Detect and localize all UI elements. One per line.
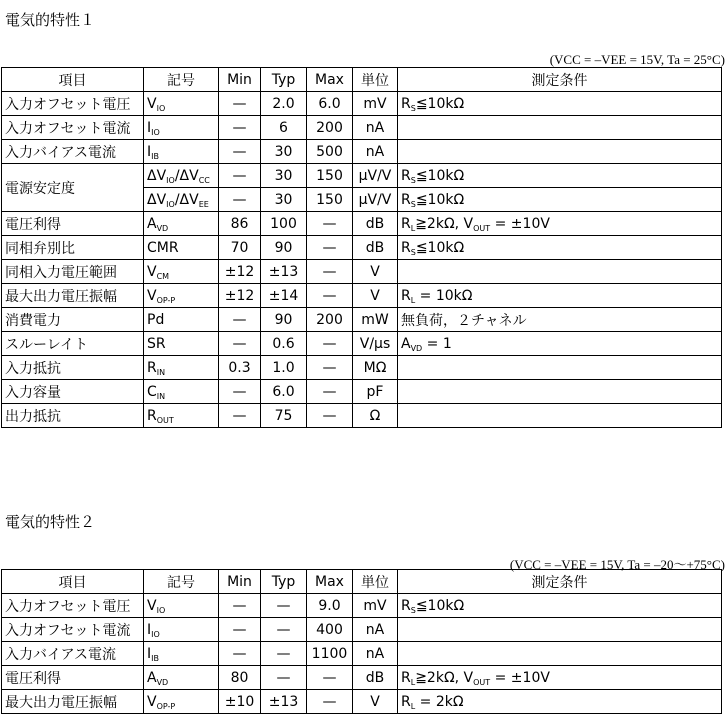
column-header: 項目 bbox=[2, 68, 144, 92]
unit-cell: V bbox=[353, 690, 398, 714]
condition-cell bbox=[398, 642, 722, 666]
item-cell: 入力オフセット電流 bbox=[2, 618, 144, 642]
item-cell: 入力バイアス電流 bbox=[2, 642, 144, 666]
condition-cell: 無負荷，２チャネル bbox=[398, 308, 722, 332]
max-cell: 1100 bbox=[307, 642, 353, 666]
column-header: 単位 bbox=[353, 68, 398, 92]
column-header: 項目 bbox=[2, 570, 144, 594]
table-row bbox=[2, 690, 722, 714]
min-cell: — bbox=[219, 380, 261, 404]
typ-cell: — bbox=[261, 618, 307, 642]
typ-cell: 0.6 bbox=[261, 332, 307, 356]
symbol-cell: $R_{OUT}$ bbox=[144, 404, 219, 428]
unit-cell: mW bbox=[353, 308, 398, 332]
max-cell: 150 bbox=[307, 188, 353, 212]
column-header: 単位 bbox=[353, 570, 398, 594]
column-header: 記号 bbox=[144, 570, 219, 594]
symbol-cell: $V_{OP-P}$ bbox=[144, 284, 219, 308]
table-row bbox=[2, 236, 722, 260]
column-header: 記号 bbox=[144, 68, 219, 92]
symbol-cell: $C_{IN}$ bbox=[144, 380, 219, 404]
section1-conditions: (VCC = –VEE = 15V, Ta = 25°C) bbox=[549, 52, 725, 67]
header-row bbox=[2, 68, 722, 92]
item-cell: 同相弁別比 bbox=[2, 236, 144, 260]
typ-cell: — bbox=[261, 594, 307, 618]
condition-cell: $A_{VD} = 1$ bbox=[398, 332, 722, 356]
typ-cell: ±14 bbox=[261, 284, 307, 308]
typ-cell: 30 bbox=[261, 188, 307, 212]
table-row bbox=[2, 618, 722, 642]
item-cell: 電圧利得 bbox=[2, 212, 144, 236]
typ-cell: 90 bbox=[261, 236, 307, 260]
symbol-cell: $\Delta V_{IO}/\Delta V_{CC}$ bbox=[144, 164, 219, 188]
item-cell: 最大出力電圧振幅 bbox=[2, 284, 144, 308]
item-cell: 入力バイアス電流 bbox=[2, 140, 144, 164]
min-cell: — bbox=[219, 116, 261, 140]
min-cell: — bbox=[219, 404, 261, 428]
typ-cell: ±13 bbox=[261, 690, 307, 714]
typ-cell: 6.0 bbox=[261, 380, 307, 404]
item-cell: スルーレイト bbox=[2, 332, 144, 356]
header-row bbox=[2, 570, 722, 594]
table-row bbox=[2, 92, 722, 116]
min-cell: — bbox=[219, 92, 261, 116]
condition-cell: $R_S≦10k\Omega$ bbox=[398, 236, 722, 260]
condition-cell: $R_S≦10k\Omega$ bbox=[398, 188, 722, 212]
min-cell: ±12 bbox=[219, 284, 261, 308]
typ-cell: — bbox=[261, 666, 307, 690]
symbol-cell: $V_{IO}$ bbox=[144, 92, 219, 116]
condition-cell: $R_L = 2k\Omega$ bbox=[398, 690, 722, 714]
column-header: 測定条件 bbox=[398, 68, 722, 92]
max-cell: — bbox=[307, 380, 353, 404]
column-header: Typ bbox=[261, 570, 307, 594]
max-cell: 200 bbox=[307, 116, 353, 140]
section2-title: 電気的特性２ bbox=[5, 513, 96, 531]
item-cell: 入力抵抗 bbox=[2, 356, 144, 380]
column-header: Min bbox=[219, 570, 261, 594]
unit-cell: mV bbox=[353, 594, 398, 618]
table-row bbox=[2, 594, 722, 618]
min-cell: ±12 bbox=[219, 260, 261, 284]
unit-cell: V bbox=[353, 284, 398, 308]
condition-cell bbox=[398, 260, 722, 284]
typ-cell: 75 bbox=[261, 404, 307, 428]
table-row bbox=[2, 212, 722, 236]
typ-cell: 6 bbox=[261, 116, 307, 140]
max-cell: 6.0 bbox=[307, 92, 353, 116]
min-cell: ±10 bbox=[219, 690, 261, 714]
unit-cell: μV/V bbox=[353, 188, 398, 212]
symbol-cell: $V_{IO}$ bbox=[144, 594, 219, 618]
condition-cell bbox=[398, 140, 722, 164]
table-row bbox=[2, 140, 722, 164]
min-cell: 86 bbox=[219, 212, 261, 236]
max-cell: — bbox=[307, 212, 353, 236]
table-row bbox=[2, 404, 722, 428]
max-cell: — bbox=[307, 260, 353, 284]
min-cell: — bbox=[219, 188, 261, 212]
max-cell: — bbox=[307, 666, 353, 690]
unit-cell: V bbox=[353, 260, 398, 284]
typ-cell: 30 bbox=[261, 140, 307, 164]
column-header: 測定条件 bbox=[398, 570, 722, 594]
min-cell: 80 bbox=[219, 666, 261, 690]
item-cell: 入力オフセット電圧 bbox=[2, 594, 144, 618]
max-cell: 500 bbox=[307, 140, 353, 164]
symbol-cell: $V_{CM}$ bbox=[144, 260, 219, 284]
condition-cell bbox=[398, 356, 722, 380]
condition-cell: $R_L≧2k\Omega$, $V_{OUT} = \pm 10V$ bbox=[398, 666, 722, 690]
max-cell: 200 bbox=[307, 308, 353, 332]
unit-cell: dB bbox=[353, 236, 398, 260]
condition-cell: $R_S≦10k\Omega$ bbox=[398, 92, 722, 116]
max-cell: 150 bbox=[307, 164, 353, 188]
table-row bbox=[2, 332, 722, 356]
table-row bbox=[2, 260, 722, 284]
unit-cell: nA bbox=[353, 618, 398, 642]
min-cell: — bbox=[219, 332, 261, 356]
symbol-cell: $I_{IO}$ bbox=[144, 116, 219, 140]
condition-cell bbox=[398, 380, 722, 404]
max-cell: — bbox=[307, 236, 353, 260]
unit-cell: nA bbox=[353, 140, 398, 164]
condition-cell: $R_S≦10k\Omega$ bbox=[398, 164, 722, 188]
symbol-cell: $\Delta V_{IO}/\Delta V_{EE}$ bbox=[144, 188, 219, 212]
unit-cell: dB bbox=[353, 212, 398, 236]
condition-cell bbox=[398, 404, 722, 428]
symbol-cell: $V_{OP-P}$ bbox=[144, 690, 219, 714]
column-header: Typ bbox=[261, 68, 307, 92]
unit-cell: MΩ bbox=[353, 356, 398, 380]
typ-cell: 90 bbox=[261, 308, 307, 332]
table-row bbox=[2, 284, 722, 308]
typ-cell: 2.0 bbox=[261, 92, 307, 116]
table-row bbox=[2, 116, 722, 140]
unit-cell: dB bbox=[353, 666, 398, 690]
typ-cell: ±13 bbox=[261, 260, 307, 284]
unit-cell: μV/V bbox=[353, 164, 398, 188]
column-header: Max bbox=[307, 68, 353, 92]
min-cell: 0.3 bbox=[219, 356, 261, 380]
table-row bbox=[2, 356, 722, 380]
unit-cell: nA bbox=[353, 116, 398, 140]
min-cell: — bbox=[219, 594, 261, 618]
min-cell: — bbox=[219, 308, 261, 332]
item-cell: 電圧利得 bbox=[2, 666, 144, 690]
symbol-cell: $I_{IB}$ bbox=[144, 642, 219, 666]
symbol-cell: CMR bbox=[144, 236, 219, 260]
symbol-cell: $R_{IN}$ bbox=[144, 356, 219, 380]
spec-table-1 bbox=[1, 67, 722, 428]
item-cell: 入力容量 bbox=[2, 380, 144, 404]
max-cell: 9.0 bbox=[307, 594, 353, 618]
symbol-cell: SR bbox=[144, 332, 219, 356]
symbol-cell: $A_{VD}$ bbox=[144, 666, 219, 690]
column-header: Max bbox=[307, 570, 353, 594]
unit-cell: V/μs bbox=[353, 332, 398, 356]
item-cell: 入力オフセット電圧 bbox=[2, 92, 144, 116]
section1-title: 電気的特性１ bbox=[5, 11, 96, 29]
table-row bbox=[2, 642, 722, 666]
item-cell: 電源安定度 bbox=[2, 164, 144, 212]
symbol-cell: $I_{IB}$ bbox=[144, 140, 219, 164]
symbol-cell: $A_{VD}$ bbox=[144, 212, 219, 236]
max-cell: — bbox=[307, 332, 353, 356]
min-cell: — bbox=[219, 140, 261, 164]
column-header: Min bbox=[219, 68, 261, 92]
table-row bbox=[2, 666, 722, 690]
condition-cell bbox=[398, 618, 722, 642]
item-cell: 最大出力電圧振幅 bbox=[2, 690, 144, 714]
min-cell: — bbox=[219, 642, 261, 666]
spec-table-2 bbox=[1, 569, 722, 714]
min-cell: 70 bbox=[219, 236, 261, 260]
max-cell: — bbox=[307, 356, 353, 380]
unit-cell: pF bbox=[353, 380, 398, 404]
item-cell: 同相入力電圧範囲 bbox=[2, 260, 144, 284]
condition-cell: $R_S≦10k\Omega$ bbox=[398, 594, 722, 618]
max-cell: — bbox=[307, 690, 353, 714]
table-row bbox=[2, 308, 722, 332]
min-cell: — bbox=[219, 618, 261, 642]
item-cell: 消費電力 bbox=[2, 308, 144, 332]
typ-cell: 100 bbox=[261, 212, 307, 236]
item-cell: 入力オフセット電流 bbox=[2, 116, 144, 140]
symbol-cell: Pd bbox=[144, 308, 219, 332]
unit-cell: nA bbox=[353, 642, 398, 666]
typ-cell: 30 bbox=[261, 164, 307, 188]
condition-cell: $R_L = 10k\Omega$ bbox=[398, 284, 722, 308]
max-cell: — bbox=[307, 404, 353, 428]
condition-cell bbox=[398, 116, 722, 140]
section2-conditions: (VCC = –VEE = 15V, Ta = –20～+75°C) bbox=[509, 557, 725, 572]
item-cell: 出力抵抗 bbox=[2, 404, 144, 428]
max-cell: 400 bbox=[307, 618, 353, 642]
table-row bbox=[2, 380, 722, 404]
unit-cell: Ω bbox=[353, 404, 398, 428]
unit-cell: mV bbox=[353, 92, 398, 116]
table-row bbox=[2, 164, 722, 188]
typ-cell: — bbox=[261, 642, 307, 666]
min-cell: — bbox=[219, 164, 261, 188]
symbol-cell: $I_{IO}$ bbox=[144, 618, 219, 642]
condition-cell: $R_L≧2k\Omega$, $V_{OUT} = \pm 10V$ bbox=[398, 212, 722, 236]
typ-cell: 1.0 bbox=[261, 356, 307, 380]
max-cell: — bbox=[307, 284, 353, 308]
